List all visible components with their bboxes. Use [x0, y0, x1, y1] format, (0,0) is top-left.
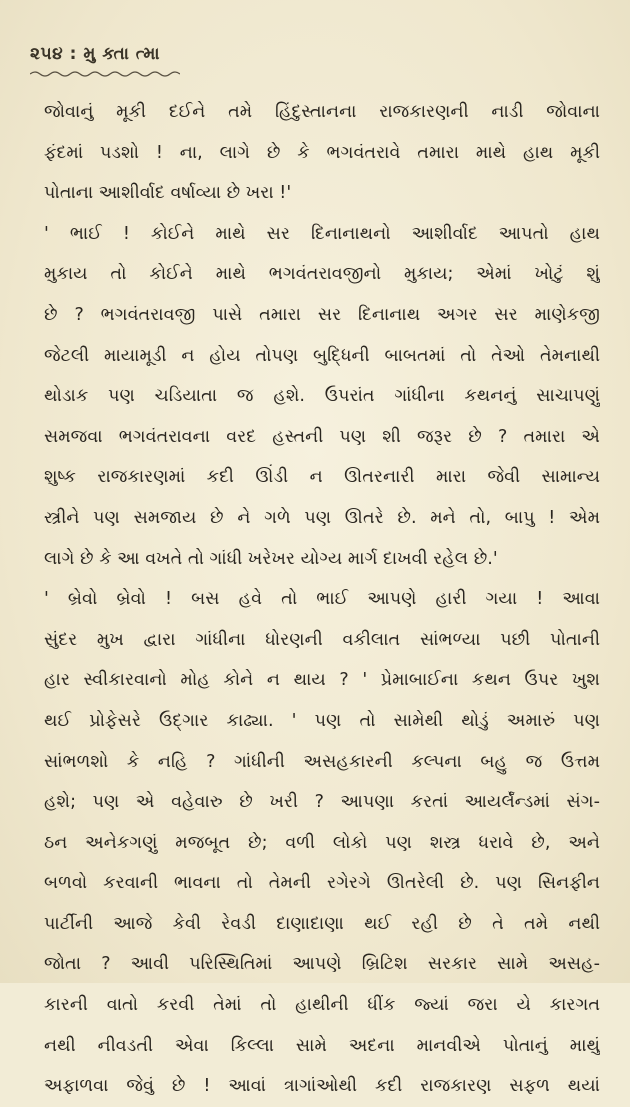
text-line: પોતાના આશીર્વાદ વર્ષાવ્યા છે ખરા !': [44, 183, 292, 204]
text-line: બળવો કરવાની ભાવના તો તેમની રગેરગે ઊતરેલી છે. પણ સિનફીન: [44, 873, 600, 894]
running-head: ૨૫૪ : મુ ક્તા ત્મા: [30, 44, 161, 64]
text-line: સાંભળશો કે નહિ ? ગાંધીની અસહકારની કલ્પના બહુ જ ઉત્તમ: [44, 751, 600, 772]
body-text: [44, 92, 600, 1107]
text-line: ' ભાઈ ! કોઈને માથે સર દિનાનાથનો આશીર્વાદ આપતો હાથ: [44, 223, 600, 244]
text-line: ' બ્રેવો બ્રેવો ! બસ હવે તો ભાઈ આપણે હારી ગયા ! આવા: [44, 589, 600, 610]
text-line: જેટલી માયામૂડી ન હોય તોપણ બુદ્ધિની બાબતમાં તો તેઓ તેમનાથી: [44, 345, 600, 366]
text-line: મુકાય તો કોઈને માથે ભગવંતરાવજીનો મુકાય; એમાં ખોટું શું: [44, 264, 600, 285]
text-line: જોતા ? આવી પરિસ્થિતિમાં આપણે બ્રિટિશ સરકાર સામે અસહ-: [44, 954, 600, 975]
text-line: નથી નીવડતી એવા કિલ્લા સામે અદના માનવીએ પોતાનું માથું: [44, 1035, 600, 1056]
text-line: અફાળવા જેવું છે ! આવાં ત્રાગાંઓથી કદી રાજકારણ સફળ થયાં: [44, 1076, 600, 1097]
text-line: ઠન અનેકગણું મજબૂત છે; વળી લોકો પણ શસ્ત્ર ધરાવે છે, અને: [44, 832, 600, 853]
text-line: થોડાક પણ ચડિયાતા જ હશે. ઉપરાંત ગાંધીના કથનનું સાચાપણું: [44, 386, 600, 407]
header-wavy-rule: [30, 70, 180, 78]
text-line: છે ? ભગવંતરાવજી પાસે તમારા સર દિનાનાથ અગર સર માણેકજી: [44, 304, 600, 325]
text-line: સ્ત્રીને પણ સમજાય છે ને ગળે પણ ઊતરે છે. મને તો, બાપુ ! એમ: [44, 507, 600, 528]
text-line: શુષ્ક રાજકારણમાં કદી ઊંડી ન ઊતરનારી મારા જેવી સામાન્ય: [44, 467, 600, 488]
text-line: પાર્ટીની આજે કેવી રેવડી દાણાદાણા થઈ રહી છે તે તમે નથી: [44, 913, 600, 934]
text-line: ફંદમાં પડશો ! ના, લાગે છે કે ભગવંતરાવે તમારા માથે હાથ મૂકી: [44, 142, 600, 163]
text-line: લાગે છે કે આ વખતે તો ગાંધી ખરેખર યોગ્ય માર્ગ દાખવી રહેલ છે.': [44, 548, 498, 569]
text-line: હશે; પણ એ વહેવારુ છે ખરી ? આપણા કરતાં આયર્લૅન્ડમાં સંગ-: [44, 792, 600, 813]
text-line: સુંદર મુખ દ્વારા ગાંધીના ધોરણની વકીલાત સાંભળ્યા પછી પોતાની: [44, 629, 600, 650]
text-line: જોવાનું મૂકી દઈને તમે હિંદુસ્તાનના રાજકારણની નાડી જોવાના: [44, 102, 600, 122]
text-line: હાર સ્વીકારવાનો મોહ કોને ન થાય ? ' પ્રેમાબાઈના કથન ઉપર ખુશ: [44, 670, 600, 691]
text-line: સમજવા ભગવંતરાવના વરદ હસ્તની પણ શી જરૂર છે ? તમારા એ: [44, 426, 600, 447]
text-line: થઈ પ્રોફેસરે ઉદ્ગાર કાઢ્યા. ' પણ તો સામેથી થોડું અમારું પણ: [44, 710, 600, 731]
text-line: કારની વાતો કરવી તેમાં તો હાથીની ધીંક જ્યાં જરા યે કારગત: [44, 995, 600, 1016]
